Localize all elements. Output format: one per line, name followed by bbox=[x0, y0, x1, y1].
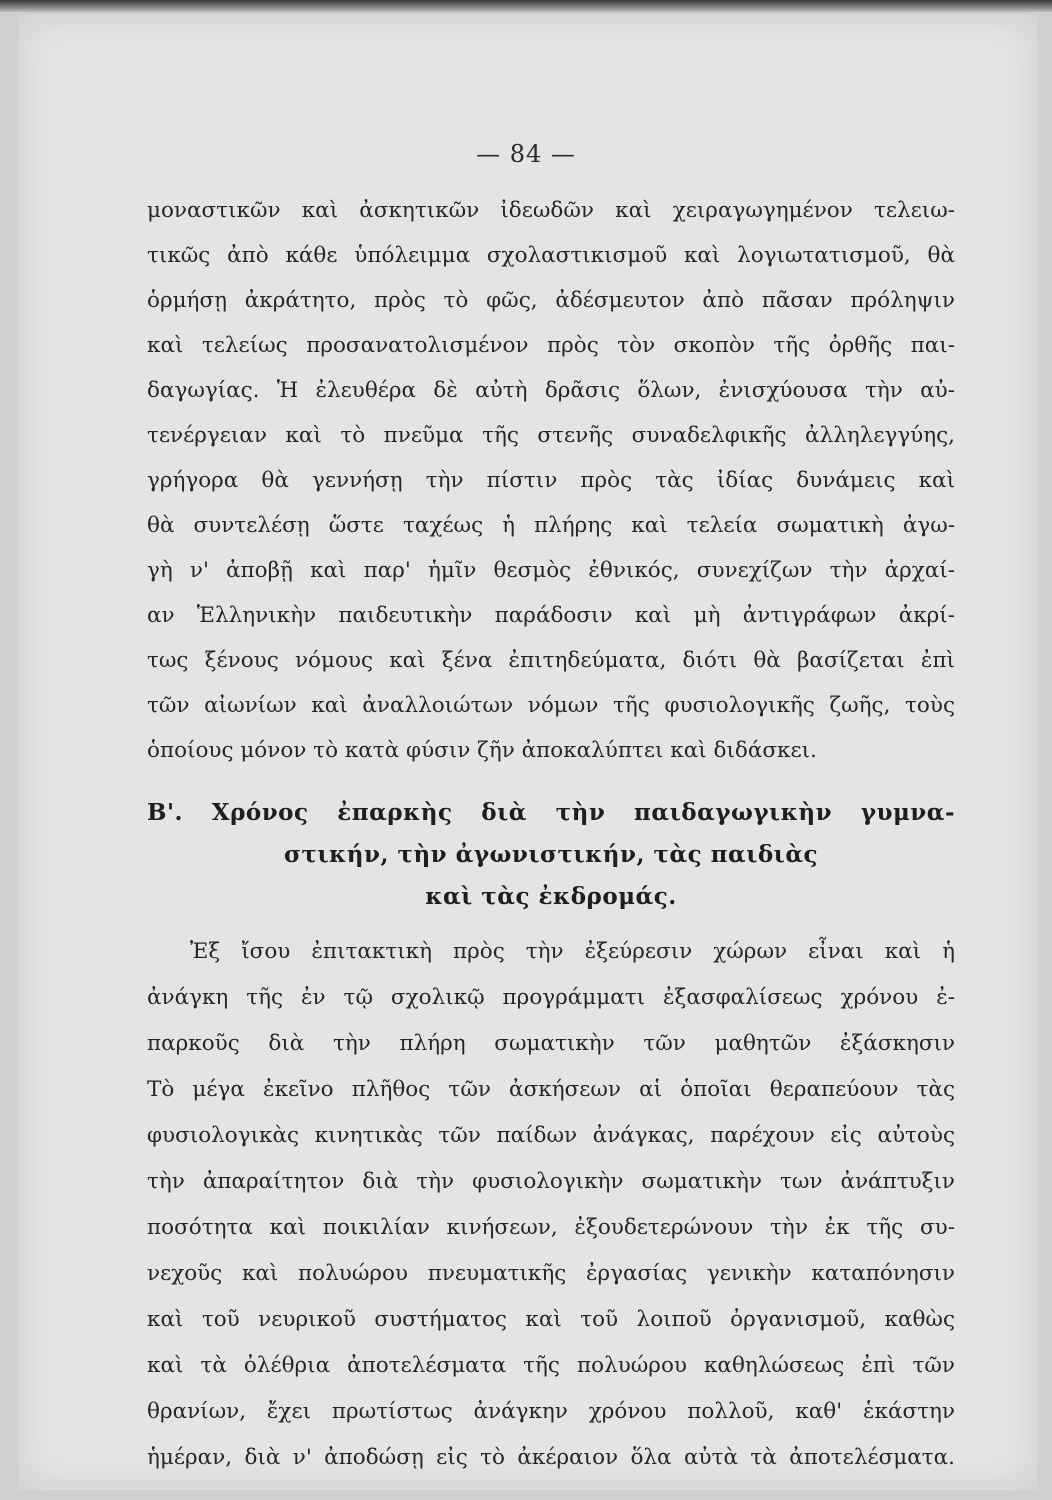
paragraph-1-line: γρήγορα θὰ γεννήσῃ τὴν πίστιν πρὸς τὰς ἰδίας δυνάμεις καὶ bbox=[147, 468, 955, 493]
paragraph-2-line: φυσιολογικὰς κινητικὰς τῶν παίδων ἀνάγκας, παρέχουν εἰς αὐτοὺς bbox=[147, 1123, 955, 1148]
section-heading-line: στικήν, τὴν ἀγωνιστικήν, τὰς παιδιὰς bbox=[283, 841, 819, 868]
paragraph-1-line: αν Ἑλληνικὴν παιδευτικὴν παράδοσιν καὶ μὴ ἀντιγράφων ἀκρί- bbox=[147, 603, 955, 628]
paragraph-2-line: παρκοῦς διὰ τὴν πλήρη σωματικὴν τῶν μαθητῶν ἐξάσκησιν bbox=[147, 1031, 955, 1056]
paragraph-2-line: ἀνάγκη τῆς ἐν τῷ σχολικῷ προγράμματι ἐξασφαλίσεως χρόνου ἐ- bbox=[147, 985, 955, 1010]
paragraph-1-line: γὴ ν' ἀποβῇ καὶ παρ' ἡμῖν θεσμὸς ἐθνικός, συνεχίζων τὴν ἀρχαί- bbox=[147, 558, 955, 583]
paragraph-1-line: δαγωγίας. Ἡ ἐλευθέρα δὲ αὐτὴ δρᾶσις ὅλων, ἐνισχύουσα τὴν αὐ- bbox=[147, 378, 955, 403]
paragraph-2-line: καὶ τὰ ὀλέθρια ἀποτελέσματα τῆς πολυώρου καθηλώσεως ἐπὶ τῶν bbox=[147, 1353, 955, 1378]
paragraph-1-line: τικῶς ἀπὸ κάθε ὑπόλειμμα σχολαστικισμοῦ καὶ λογιωτατισμοῦ, θὰ bbox=[147, 243, 955, 268]
paragraph-2-line: ποσότητα καὶ ποικιλίαν κινήσεων, ἐξουδετερώνουν τὴν ἐκ τῆς συ- bbox=[147, 1215, 955, 1240]
paragraph-1-line: ὁρμήσῃ ἀκράτητο, πρὸς τὸ φῶς, ἀδέσμευτον ἀπὸ πᾶσαν πρόληψιν bbox=[147, 288, 955, 313]
paragraph-1-line: τως ξένους νόμους καὶ ξένα ἐπιτηδεύματα, διότι θὰ βασίζεται ἐπὶ bbox=[147, 648, 955, 673]
paragraph-1-line: τῶν αἰωνίων καὶ ἀναλλοιώτων νόμων τῆς φυσιολογικῆς ζωῆς, τοὺς bbox=[147, 693, 955, 718]
paragraph-2-line: καὶ τοῦ νευρικοῦ συστήματος καὶ τοῦ λοιποῦ ὀργανισμοῦ, καθὼς bbox=[147, 1307, 955, 1332]
paragraph-1-last-line: ὁποίους μόνον τὸ κατὰ φύσιν ζῆν ἀποκαλύπτει καὶ διδάσκει. bbox=[147, 738, 817, 763]
paragraph-2-line: Ἐξ ἴσου ἐπιτακτικὴ πρὸς τὴν ἐξεύρεσιν χώρων εἶναι καὶ ἡ bbox=[190, 939, 955, 964]
paragraph-1-line: μοναστικῶν καὶ ἀσκητικῶν ἰδεωδῶν καὶ χειραγωγημένον τελειω- bbox=[147, 198, 955, 223]
paragraph-2-line: Τὸ μέγα ἐκεῖνο πλῆθος τῶν ἀσκήσεων αἱ ὁποῖαι θεραπεύουν τὰς bbox=[147, 1077, 955, 1102]
paragraph-1-line: τενέργειαν καὶ τὸ πνεῦμα τῆς στενῆς συναδελφικῆς ἀλληλεγγύης, bbox=[147, 423, 955, 448]
page-number: — 84 — bbox=[476, 140, 576, 168]
paragraph-2-line: θρανίων, ἔχει πρωτίστως ἀνάγκην χρόνου πολλοῦ, καθ' ἑκάστην bbox=[147, 1399, 955, 1424]
paragraph-2-line: ἡμέραν, διὰ ν' ἀποδώσῃ εἰς τὸ ἀκέραιον ὅλα αὐτὰ τὰ ἀποτελέσματα. bbox=[147, 1445, 955, 1470]
paragraph-1-line: καὶ τελείως προσανατολισμένον πρὸς τὸν σκοπὸν τῆς ὀρθῆς παι- bbox=[147, 333, 955, 358]
paragraph-2-line: τὴν ἀπαραίτητον διὰ τὴν φυσιολογικὴν σωματικὴν των ἀνάπτυξιν bbox=[147, 1169, 955, 1194]
paragraph-1-line: θὰ συντελέσῃ ὥστε ταχέως ἡ πλήρης καὶ τελεία σωματικὴ ἀγω- bbox=[147, 513, 955, 538]
section-heading-line: Β'. Χρόνος ἐπαρκὴς διὰ τὴν παιδαγωγικὴν γυμνα- bbox=[147, 799, 955, 826]
section-heading-line: καὶ τὰς ἐκδρομάς. bbox=[425, 883, 677, 910]
scan-edge-shadow bbox=[0, 0, 1052, 12]
paragraph-2-line: νεχοῦς καὶ πολυώρου πνευματικῆς ἐργασίας γενικὴν καταπόνησιν bbox=[147, 1261, 955, 1286]
